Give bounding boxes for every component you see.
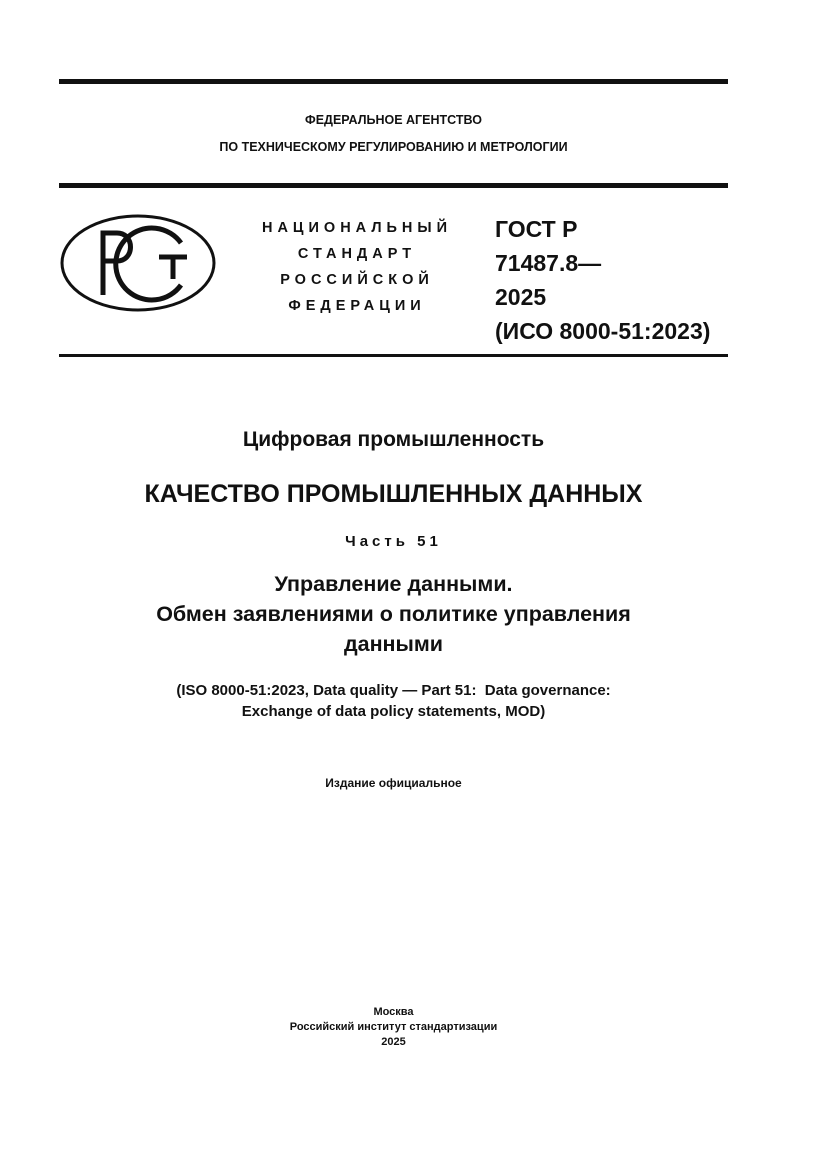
standard-designation — [495, 212, 710, 348]
standard-type-block — [243, 215, 471, 319]
standard-type-line-2: СТАНДАРТ — [297, 246, 417, 262]
designation-line-4: (ИСО 8000-51:2023) — [495, 318, 711, 344]
edition-label: Издание официальное — [325, 776, 462, 790]
rst-certification-mark-icon — [59, 213, 217, 313]
document-subtitle — [59, 569, 728, 659]
header-divider — [59, 183, 728, 188]
document-title: КАЧЕСТВО ПРОМЫШЛЕННЫХ ДАННЫХ — [144, 480, 643, 508]
publisher-footer — [59, 1005, 728, 1050]
top-divider — [59, 79, 728, 84]
designation-line-1: ГОСТ Р — [495, 216, 578, 242]
agency-name-line-2: ПО ТЕХНИЧЕСКОМУ РЕГУЛИРОВАНИЮ И МЕТРОЛОГИИ — [219, 140, 568, 154]
iso-reference-line-1: (ISO 8000-51:2023, Data quality — Part 51: Data governance: — [176, 682, 611, 699]
standard-type-line-1: НАЦИОНАЛЬНЫЙ — [261, 220, 453, 236]
iso-reference — [59, 680, 728, 722]
footer-year: 2025 — [381, 1036, 406, 1048]
footer-publisher: Российский институт стандартизации — [289, 1021, 498, 1033]
title-block-divider — [59, 354, 728, 357]
designation-line-3: 2025 — [495, 284, 547, 310]
subtitle-line-3: данными — [343, 632, 444, 656]
document-part: Часть 51 — [345, 533, 442, 550]
iso-reference-line-2: Exchange of data policy statements, MOD) — [241, 703, 546, 720]
standard-type-line-3: РОССИЙСКОЙ — [280, 272, 434, 288]
designation-line-2: 71487.8— — [495, 250, 602, 276]
agency-name-line-1: ФЕДЕРАЛЬНОЕ АГЕНТСТВО — [305, 113, 482, 127]
footer-city: Москва — [373, 1006, 414, 1018]
standard-type-line-4: ФЕДЕРАЦИИ — [288, 298, 426, 314]
document-subject: Цифровая промышленность — [242, 428, 545, 451]
subtitle-line-2: Обмен заявлениями о политике управления — [156, 602, 631, 626]
subtitle-line-1: Управление данными. — [274, 572, 513, 596]
